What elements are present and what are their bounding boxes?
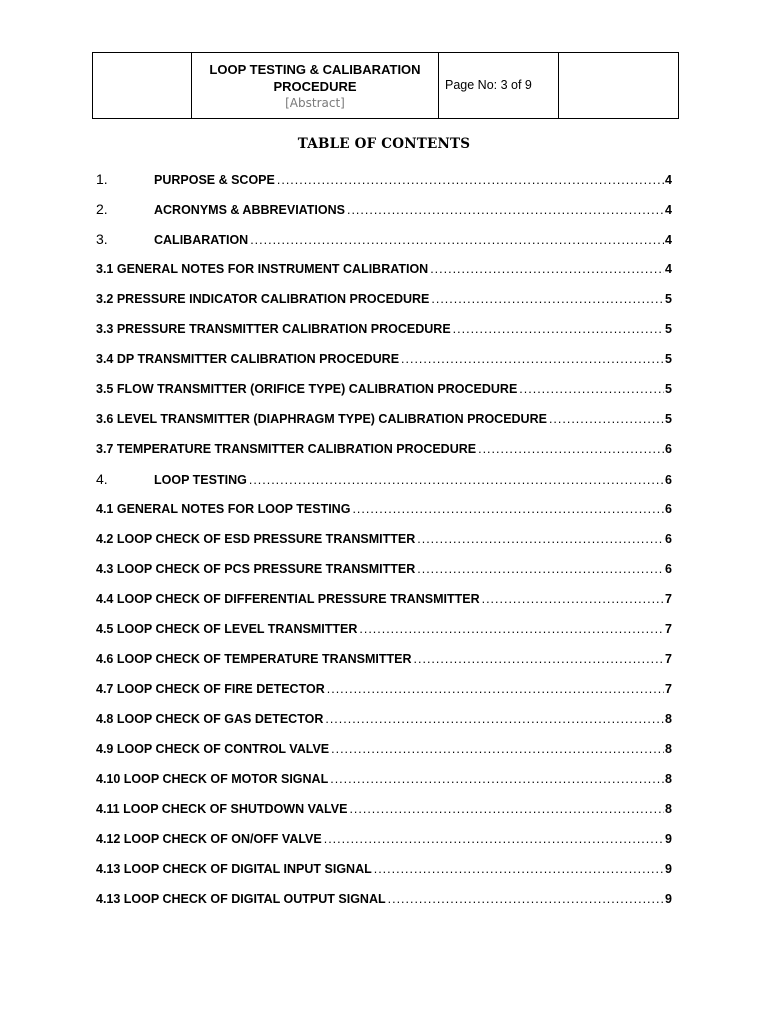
toc-entry-page: 7 [665,652,672,666]
toc-entry-label: 4.9 LOOP CHECK OF CONTROL VALVE [96,742,330,756]
toc-dot-leader [401,350,664,368]
toc-entry-label: 4.7 LOOP CHECK OF FIRE DETECTOR [96,682,325,696]
toc-dot-leader [325,710,664,728]
toc-entry-page: 4 [665,203,672,217]
toc-dot-leader [249,471,664,489]
toc-entry-label: 4.1 GENERAL NOTES FOR LOOP TESTING [96,502,351,516]
toc-dot-leader [349,800,664,818]
toc-dot-leader [352,500,664,518]
toc-entry-page: 5 [665,412,672,426]
toc-entry-label: 3.5 FLOW TRANSMITTER (ORIFICE TYPE) CALIBRATION PROCEDURE [96,382,518,396]
toc-entry-label: 4.3 LOOP CHECK OF PCS PRESSURE TRANSMITTER [96,562,416,576]
toc-dot-leader [359,620,664,638]
toc-entry-page: 4 [665,233,672,247]
toc-entry[interactable] [96,530,672,560]
toc-entry-page: 5 [665,292,672,306]
toc-entry[interactable] [96,410,672,440]
toc-entry[interactable] [96,830,672,860]
toc-entry-label: 4.13 LOOP CHECK OF DIGITAL INPUT SIGNAL [96,862,372,876]
toc-entry[interactable] [96,320,672,350]
toc-entry-label: PURPOSE & SCOPE [154,173,275,187]
toc-dot-leader [549,410,664,428]
toc-entry[interactable] [96,890,672,920]
header-page-cell [439,53,559,119]
header-title-cell [192,53,439,119]
toc-entry[interactable] [96,290,672,320]
toc-dot-leader [331,740,664,758]
toc-entry-page: 5 [665,382,672,396]
table-of-contents [96,170,672,920]
toc-heading: TABLE OF CONTENTS [297,136,471,152]
toc-entry-label: ACRONYMS & ABBREVIATIONS [154,203,345,217]
toc-entry[interactable] [96,230,672,260]
toc-entry[interactable] [96,470,672,500]
toc-entry[interactable] [96,560,672,590]
toc-entry-label: 4.5 LOOP CHECK OF LEVEL TRANSMITTER [96,622,358,636]
toc-entry-number: 4. [96,471,108,487]
toc-entry-label: 3.4 DP TRANSMITTER CALIBRATION PROCEDURE [96,352,400,366]
page-number: Page No: 3 of 9 [445,77,532,92]
document-subtitle: [Abstract] [285,95,345,110]
toc-entry-label: 4.12 LOOP CHECK OF ON/OFF VALVE [96,832,322,846]
toc-dot-leader [327,680,664,698]
toc-entry-page: 6 [665,562,672,576]
toc-entry[interactable] [96,440,672,470]
toc-entry-page: 8 [665,712,672,726]
toc-entry-page: 8 [665,742,672,756]
toc-entry-label: 3.1 GENERAL NOTES FOR INSTRUMENT CALIBRATION [96,262,429,276]
toc-dot-leader [482,590,664,608]
toc-entry-label: 4.2 LOOP CHECK OF ESD PRESSURE TRANSMITTER [96,532,416,546]
toc-entry[interactable] [96,650,672,680]
header-blank-cell [559,53,679,119]
toc-dot-leader [478,440,664,458]
toc-entry-page: 6 [665,502,672,516]
toc-entry-page: 8 [665,772,672,786]
toc-dot-leader [431,290,664,308]
toc-dot-leader [430,260,664,278]
toc-entry-label: CALIBARATION [154,233,249,247]
header-logo-cell [93,53,192,119]
toc-entry[interactable] [96,350,672,380]
toc-entry-page: 6 [665,532,672,546]
toc-entry[interactable] [96,770,672,800]
document-header-table [92,52,679,119]
toc-entry-page: 4 [665,262,672,276]
toc-dot-leader [417,560,664,578]
toc-entry[interactable] [96,260,672,290]
toc-entry-page: 5 [665,352,672,366]
toc-entry-page: 6 [665,442,672,456]
toc-entry[interactable] [96,500,672,530]
toc-entry-label: 4.13 LOOP CHECK OF DIGITAL OUTPUT SIGNAL [96,892,386,906]
toc-entry-label: 3.7 TEMPERATURE TRANSMITTER CALIBRATION PROCEDURE [96,442,477,456]
toc-dot-leader [324,830,664,848]
toc-entry-page: 9 [665,832,672,846]
toc-entry-label: 3.3 PRESSURE TRANSMITTER CALIBRATION PROCEDURE [96,322,451,336]
toc-entry-page: 6 [665,473,672,487]
toc-entry-label: 4.4 LOOP CHECK OF DIFFERENTIAL PRESSURE TRANSMITTER [96,592,480,606]
toc-entry-label: LOOP TESTING [154,473,247,487]
toc-entry-page: 7 [665,592,672,606]
toc-entry-page: 7 [665,682,672,696]
toc-entry[interactable] [96,800,672,830]
toc-entry[interactable] [96,740,672,770]
toc-dot-leader [250,231,664,249]
toc-entry[interactable] [96,590,672,620]
toc-entry-label: 3.2 PRESSURE INDICATOR CALIBRATION PROCEDURE [96,292,430,306]
toc-entry-page: 5 [665,322,672,336]
toc-entry-number: 1. [96,171,108,187]
toc-dot-leader [388,890,664,908]
toc-dot-leader [453,320,664,338]
toc-entry-page: 4 [665,173,672,187]
document-title: LOOP TESTING & CALIBARATION PROCEDURE [209,61,421,94]
toc-entry-page: 7 [665,622,672,636]
toc-entry-page: 9 [665,892,672,906]
toc-entry-label: 4.6 LOOP CHECK OF TEMPERATURE TRANSMITTER [96,652,412,666]
toc-dot-leader [414,650,665,668]
toc-dot-leader [277,171,664,189]
toc-entry[interactable] [96,620,672,650]
toc-dot-leader [417,530,664,548]
toc-dot-leader [374,860,664,878]
toc-dot-leader [347,201,664,219]
toc-entry[interactable] [96,380,672,410]
toc-entry-label: 4.8 LOOP CHECK OF GAS DETECTOR [96,712,324,726]
toc-entry-page: 9 [665,862,672,876]
toc-entry-number: 2. [96,201,108,217]
toc-entry[interactable] [96,710,672,740]
toc-entry[interactable] [96,680,672,710]
toc-entry-number: 3. [96,231,108,247]
toc-dot-leader [519,380,664,398]
toc-entry-label: 4.11 LOOP CHECK OF SHUTDOWN VALVE [96,802,348,816]
toc-entry-label: 3.6 LEVEL TRANSMITTER (DIAPHRAGM TYPE) CALIBRATION PROCEDURE [96,412,547,426]
toc-entry-label: 4.10 LOOP CHECK OF MOTOR SIGNAL [96,772,329,786]
toc-entry[interactable] [96,200,672,230]
toc-entry[interactable] [96,170,672,200]
toc-entry-page: 8 [665,802,672,816]
toc-entry[interactable] [96,860,672,890]
toc-dot-leader [330,770,664,788]
